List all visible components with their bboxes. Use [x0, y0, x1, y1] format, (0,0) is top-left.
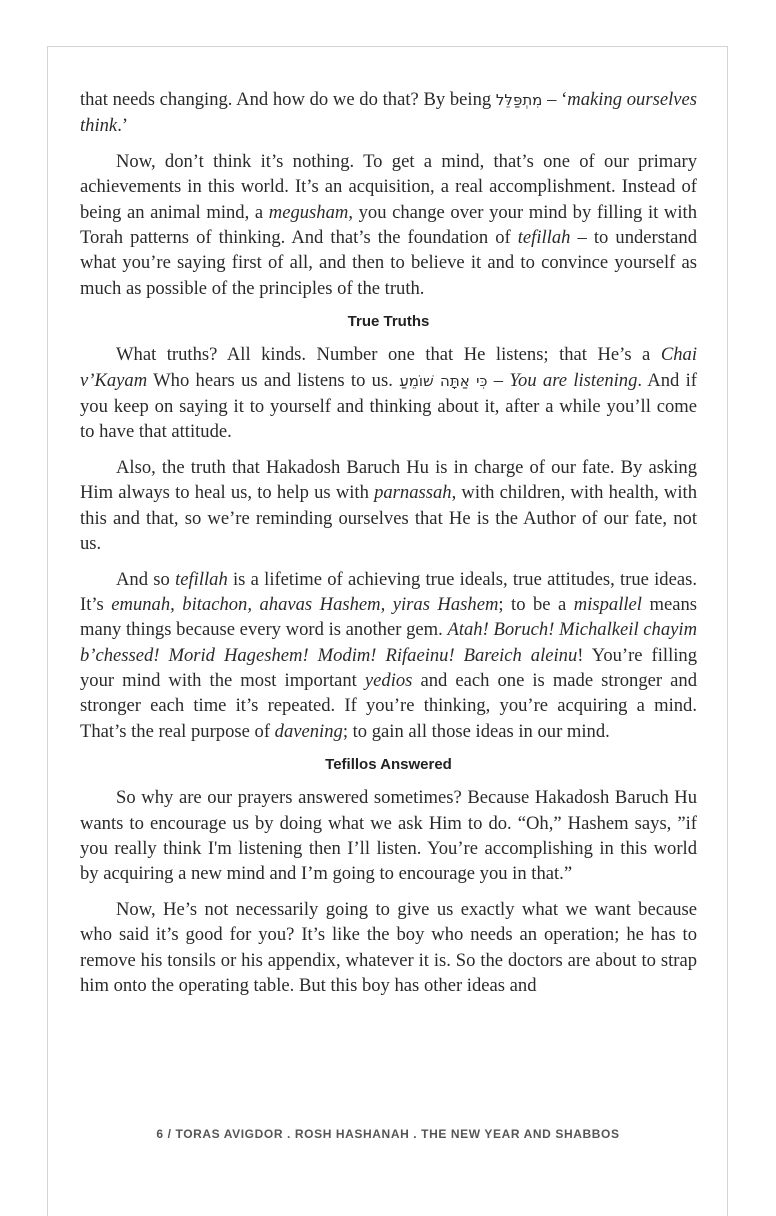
page-body: [80, 87, 697, 1009]
paragraph: [80, 785, 697, 886]
italic-text: Chai v’Kayam: [80, 344, 697, 391]
text-run: – ‘: [542, 89, 568, 110]
paragraph: [80, 87, 697, 139]
paragraph: [80, 897, 697, 998]
text-run: Also, the truth that Hakadosh Baruch Hu is in charge of our fate. By asking Him always to heal us, to help us with: [80, 457, 697, 504]
text-run: Now, don’t think it’s nothing. To get a mind, that’s one of our primary achievements in this world. It’s an acquisition, a real accomplishment. Instead of being an animal mind, a: [80, 151, 697, 223]
text-run: and each one is made stronger and stronger each time it’s repeated. If you’re thinking, you’re acquiring a mind. That’s the real purpose of: [80, 669, 697, 742]
text-run: means many things because every word is another gem.: [80, 594, 697, 641]
paragraph: [80, 567, 697, 744]
text-run: . And if you keep on saying it to yourself and thinking about it, after a while you’ll come to have that attitude.: [80, 369, 697, 443]
text-run: ; to gain all those ideas in our mind.: [342, 720, 610, 742]
text-run: , you change over your mind by filling it with Torah patterns of thinking. And that’s the foundation of: [80, 201, 697, 248]
italic-text: yedios: [364, 669, 413, 691]
text-run: ; to be a: [498, 594, 574, 616]
text-run: And so: [116, 568, 176, 590]
italic-text: emunah, bitachon, ahavas Hashem, yiras Hashem: [111, 594, 499, 616]
section-heading: Tefillos Answered: [325, 756, 452, 774]
italic-text: parnassah: [374, 482, 452, 504]
italic-text: tefillah: [175, 568, 228, 590]
paragraph: [80, 455, 697, 556]
hebrew-text: מִתְפַּלֵּל: [495, 91, 543, 109]
paragraph: [80, 149, 697, 301]
text-run: is a lifetime of achieving true ideals, true attitudes, true ideas. It’s: [80, 568, 697, 616]
italic-text: making ourselves think: [80, 89, 697, 137]
text-run: So why are our prayers answered sometimes? Because Hakadosh Baruch Hu wants to encourage us by doing what we ask Him to do. “Oh,” Hashem says, ”if you really think I'm listening then I’ll listen. You’re accomplishing in this world by acquiring a new mind and I’m going to encourage you in that.”: [80, 787, 697, 885]
text-run: that needs changing. And how do we do that? By being: [80, 89, 496, 110]
page-footer: 6 / TORAS AVIGDOR . ROSH HASHANAH . THE NEW YEAR AND SHABBOS: [156, 1127, 620, 1141]
text-run: – to understand what you’re saying first of all, and then to believe it and to convince yourself as much as possible of the principles of the truth.: [80, 226, 697, 299]
italic-text: Atah! Boruch! Michalkeil chayim b’chessed! Morid Hageshem! Modim! Rifaeinu! Bareich aleinu: [80, 619, 697, 666]
paragraph: [80, 342, 697, 444]
italic-text: davening: [274, 720, 343, 742]
text-run: Who hears us and listens to us.: [147, 369, 400, 391]
section-heading: True Truths: [347, 313, 430, 331]
text-run: ! You’re filling your mind with the most important: [80, 644, 697, 691]
text-run: What truths? All kinds. Number one that He listens; that He’s a: [116, 344, 661, 366]
text-run: Now, He’s not necessarily going to give us exactly what we want because who said it’s good for you? It’s like the boy who needs an operation; he has to remove his tonsils or his appendix, whatever it is. So the doctors are about to strap him onto the operating table. But this boy has other ideas and: [80, 899, 697, 996]
text-run: , with children, with health, with this and that, so we’re reminding ourselves that He is the Author of our fate, not us.: [80, 482, 697, 554]
text-run: –: [487, 369, 510, 391]
italic-text: tefillah: [517, 226, 571, 248]
italic-text: mispallel: [573, 594, 642, 616]
hebrew-text: כִּי אַתָּה שׁוֹמֵעַ: [399, 371, 488, 390]
text-run: .’: [117, 115, 129, 137]
italic-text: You are listening: [509, 369, 638, 391]
italic-text: megusham: [268, 201, 349, 223]
